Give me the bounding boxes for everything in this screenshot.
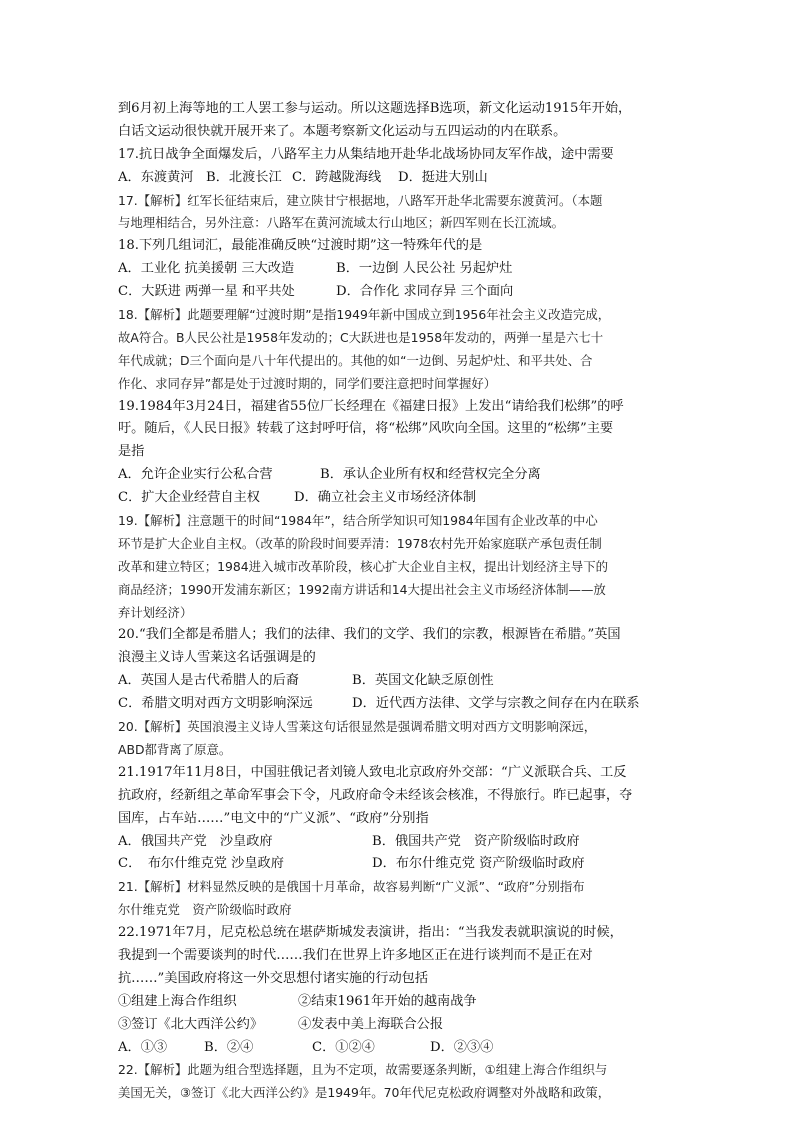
- q22-choice-c: C．①②④: [312, 1039, 375, 1055]
- q22-choice-a: A．①③: [118, 1039, 168, 1055]
- q19-option-a: A．允许企业实行公私合营: [118, 467, 273, 483]
- q22-items-34: [118, 1014, 684, 1037]
- analysis-19-cont: 环节是扩大企业自主权。（改革的阶段时间要弄清：1978农村先开始家庭联产承包责任制: [118, 535, 602, 551]
- text-line: 白话文运动很快就开展开来了。本题考察新文化运动与五四运动的内在联系。: [118, 123, 567, 139]
- q21-options-cd: [118, 853, 684, 876]
- q21-option-b: B．俄国共产党 资产阶级临时政府: [372, 833, 580, 849]
- q18-option-d: D．合作化 求同存异 三个面向: [336, 284, 514, 300]
- q21-option-c: C． 布尔什维克党 沙皇政府: [118, 856, 284, 872]
- q22-item-3: ③签订《北大西洋公约》: [118, 1016, 264, 1032]
- analysis-22-cont: 美国无关，③签订《北大西洋公约》是1949年。70年代尼克松政府调整对外战略和政策，: [118, 1085, 611, 1101]
- question-20: 20.“我们全都是希腊人；我们的法律、我们的文学、我们的宗教，根源皆在希腊。”英国: [118, 627, 621, 643]
- q17-option-d: D．挺进大别山: [398, 169, 488, 185]
- analysis-20: 20.【解析】英国浪漫主义诗人雪莱这句话很显然是强调希腊文明对西方文明影响深远，: [118, 719, 597, 735]
- q20-options-ab: [118, 670, 684, 693]
- q19-option-d: D．确立社会主义市场经济体制: [294, 490, 477, 506]
- analysis-19-cont: 弃计划经济）: [118, 604, 193, 620]
- analysis-19-cont: 改革和建立特区；1984进入城市改革阶段，核心扩大企业自主权，提出计划经济主导下的: [118, 558, 608, 574]
- question-17: 17.抗日战争全面爆发后，八路军主力从集结地开赴华北战场协同友军作战，途中需要: [118, 146, 614, 162]
- analysis-20-cont: ABD都背离了原意。: [118, 741, 232, 757]
- question-18: 18.下列几组词汇，最能准确反映“过渡时期”这一特殊年代的是: [118, 238, 483, 254]
- q18-option-b: B．一边倒 人民公社 另起炉灶: [336, 261, 513, 277]
- analysis-18-cont: 故A符合。B人民公社是1958年发动的；C大跃进也是1958年发动的，两弹一星是六七十: [118, 329, 604, 345]
- analysis-21: 21.【解析】材料显然反映的是俄国十月革命，故容易判断“广义派”、“政府”分别指布: [118, 879, 585, 895]
- q21-option-a: A．俄国共产党 沙皇政府: [118, 833, 273, 849]
- text-line: 到6月初上海等地的工人罢工参与运动。所以这题选择B选项，新文化运动1915年开始，: [118, 101, 632, 116]
- analysis-19: 19.【解析】注意题干的时间“1984年”，结合所学知识可知1984年国有企业改革的中心: [118, 513, 598, 529]
- q20-option-d: D．近代西方法律、文学与宗教之间存在内在联系: [352, 696, 640, 712]
- analysis-18-cont: 年代成就；D三个面向是八十年代提出的。其他的如“一边倒、另起炉灶、和平共处、合: [118, 352, 593, 368]
- analysis-18-cont: 作化、求同存异”都是处于过渡时期的，同学们要注意把时间掌握好）: [118, 375, 497, 391]
- q18-options-ab: [118, 258, 684, 281]
- document-body: [118, 98, 684, 1105]
- q20-option-a: A．英国人是古代希腊人的后裔: [118, 673, 299, 689]
- question-22-cont: 抗……”美国政府将这一外交思想付诸实施的行动包括: [118, 970, 429, 986]
- q22-choices: [118, 1037, 684, 1060]
- q22-item-2: ②结束1961年开始的越南战争: [298, 993, 477, 1009]
- q20-option-c: C．希腊文明对西方文明影响深远: [118, 696, 313, 712]
- q22-item-4: ④发表中美上海联合公报: [298, 1016, 444, 1032]
- q17-option-a: A．东渡黄河: [118, 169, 194, 185]
- analysis-22: 22.【解析】此题为组合型选择题，且为不定项，故需要逐条判断，①组建上海合作组织与: [118, 1062, 608, 1078]
- q21-option-d: D．布尔什维克党 资产阶级临时政府: [372, 856, 585, 872]
- q17-option-c: C．跨越陇海线: [292, 169, 382, 185]
- analysis-19-cont: 商品经济；1990开发浦东新区；1992南方讲话和14大提出社会主义市场经济体制——放: [118, 581, 606, 597]
- q18-option-c: C．大跃进 两弹一星 和平共处: [118, 284, 295, 300]
- question-19-cont: 吁。随后，《人民日报》转载了这封呼吁信，将“松绑”风吹向全国。这里的“松绑”主要: [118, 421, 614, 437]
- analysis-18: 18.【解析】此题要理解“过渡时期”是指1949年新中国成立到1956年社会主义改造完成，: [118, 307, 611, 323]
- q21-options-ab: [118, 831, 684, 854]
- question-21-cont: 国库，占车站……”电文中的“广义派”、“政府”分别指: [118, 810, 429, 826]
- q18-options-cd: [118, 281, 684, 304]
- question-19-cont: 是指: [118, 444, 145, 460]
- q19-option-c: C．扩大企业经营自主权: [118, 490, 260, 506]
- question-22: 22.1971年7月，尼克松总统在堪萨斯城发表演讲，指出：“当我发表就职演说的时候，: [118, 925, 623, 941]
- q18-option-a: A．工业化 抗美援朝 三大改造: [118, 261, 295, 277]
- q19-options-ab: [118, 464, 684, 487]
- q22-item-1: ①组建上海合作组织: [118, 993, 237, 1009]
- q19-options-cd: [118, 487, 684, 510]
- analysis-17: 17.【解析】红军长征结束后，建立陕甘宁根据地，八路军开赴华北需要东渡黄河。（本题: [118, 192, 603, 208]
- question-21-cont: 抗政府，经新组之革命军事会下令，凡政府命令未经该会核准，不得旅行。昨已起事，夺: [118, 787, 633, 803]
- q22-items-12: [118, 991, 684, 1014]
- question-20-cont: 浪漫主义诗人雪莱这名话强调是的: [118, 650, 316, 666]
- q20-options-cd: [118, 693, 684, 716]
- analysis-17-cont: 与地理相结合，另外注意：八路军在黄河流域太行山地区；新四军则在长江流域。: [118, 215, 565, 231]
- q22-choice-d: D．②③④: [430, 1039, 494, 1055]
- question-19: 19.1984年3月24日，福建省55位厂长经理在《福建日报》上发出“请给我们松绑”的呼: [118, 398, 624, 414]
- q20-option-b: B．英国文化缺乏原创性: [352, 673, 494, 689]
- question-21: 21.1917年11月8日，中国驻俄记者刘镜人致电北京政府外交部：“广义派联合兵、工反: [118, 764, 627, 780]
- q22-choice-b: B．②④: [204, 1039, 254, 1055]
- q17-options: [118, 167, 684, 190]
- analysis-21-cont: 尔什维克党 资产阶级临时政府: [118, 902, 292, 918]
- q19-option-b: B．承认企业所有权和经营权完全分离: [320, 467, 541, 483]
- q17-option-b: B．北渡长江: [206, 169, 282, 185]
- question-22-cont: 我提到一个需要谈判的时代……我们在世界上许多地区正在进行谈判而不是正在对: [118, 947, 593, 963]
